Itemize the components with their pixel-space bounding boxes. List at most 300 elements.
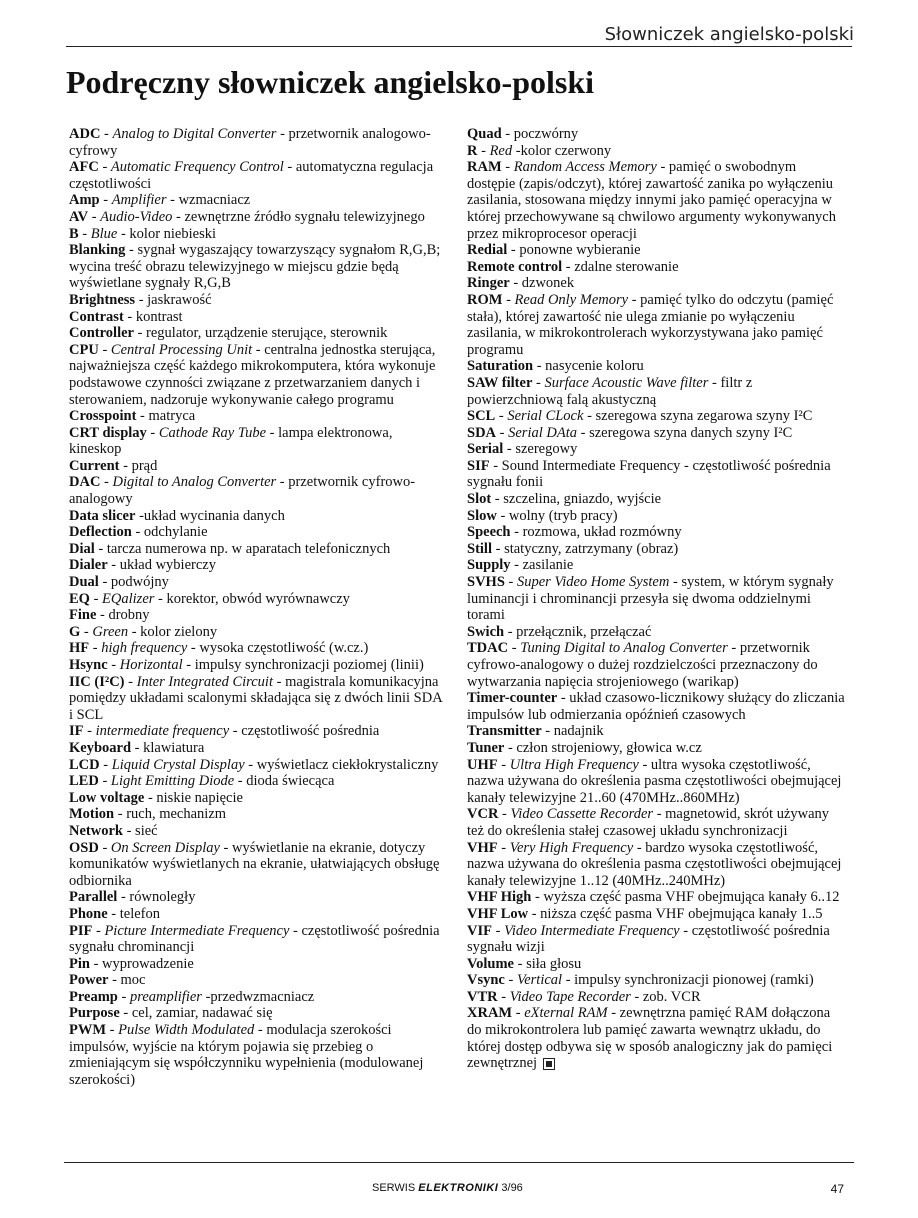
entry-expansion: Liquid Crystal Display xyxy=(111,756,245,773)
glossary-entry xyxy=(69,508,447,525)
glossary-entry xyxy=(69,192,447,209)
entry-definition: - klawiatura xyxy=(131,739,205,756)
entry-term: Fine xyxy=(69,607,97,624)
entry-definition: - ponowne wybieranie xyxy=(507,242,641,259)
entry-definition: - jaskrawość xyxy=(135,291,212,308)
entry-term: Still xyxy=(467,540,492,557)
glossary-entry xyxy=(69,126,447,159)
glossary-entry xyxy=(467,292,847,358)
entry-expansion: Amplifier xyxy=(111,192,167,209)
glossary-entry xyxy=(69,342,447,408)
entry-definition: - bardzo wysoka częstotliwość, nazwa używana do określenia pasma częstotliwości obejmującej kanały telewizyjne 1..12 (40MHz..240MHz) xyxy=(467,839,842,889)
entry-separator: - xyxy=(98,773,111,790)
entry-term: B xyxy=(69,225,79,242)
issue-number: 3/96 xyxy=(501,1182,523,1194)
glossary-entry xyxy=(69,956,447,973)
entry-definition: - dzwonek xyxy=(509,275,575,292)
entry-term: Ringer xyxy=(467,275,510,292)
glossary-entry xyxy=(467,574,847,624)
entry-expansion: On Screen Display xyxy=(110,839,220,856)
entry-definition: -układ wycinania danych xyxy=(135,507,285,524)
glossary-entry xyxy=(467,757,847,807)
glossary-entry xyxy=(69,591,447,608)
entry-term: ADC xyxy=(69,126,101,142)
entry-definition: - wyższa część pasma VHF obejmująca kanały 6..12 xyxy=(531,889,840,906)
entry-term: Preamp xyxy=(69,988,118,1005)
entry-definition: - korektor, obwód wyrównawczy xyxy=(154,590,350,607)
entry-definition: - statyczny, zatrzymany (obraz) xyxy=(491,540,679,557)
entry-expansion: Serial DAta xyxy=(508,424,577,441)
entry-expansion: Video Cassette Recorder xyxy=(510,806,654,823)
entry-separator: - xyxy=(504,972,517,989)
entry-separator: - xyxy=(497,988,510,1005)
glossary-entry xyxy=(69,209,447,226)
entry-term: SIF xyxy=(467,457,490,474)
glossary-entry xyxy=(69,723,447,740)
glossary-entry xyxy=(69,408,447,425)
entry-definition: - tarcza numerowa np. w aparatach telefonicznych xyxy=(94,540,391,557)
entry-separator: - xyxy=(99,192,112,209)
glossary-entry xyxy=(467,126,847,143)
entry-term: OSD xyxy=(69,839,99,856)
entry-definition: - pamięć o swobodnym dostępie (zapis/odczyt), której zawartość zanika po wyłączeniu zasilania, stosowana między innymi jako pamięć operacyjna w której przechowywane są chwilowo argumenty wykonywanych przez mikroprocesor operacji xyxy=(467,159,836,242)
entry-expansion: Inter Integrated Circuit xyxy=(136,673,273,690)
glossary-entry xyxy=(467,906,847,923)
glossary-entry xyxy=(467,723,847,740)
entry-definition: - poczwórny xyxy=(501,126,579,142)
entry-definition: - cel, zamiar, nadawać się xyxy=(119,1005,273,1022)
entry-definition: - częstotliwość pośrednia sygnału wizji xyxy=(467,922,830,956)
entry-definition: - impulsy synchronizacji poziomej (linii) xyxy=(182,657,424,673)
glossary-entry xyxy=(69,524,447,541)
glossary-entry xyxy=(467,690,847,723)
entry-term: Hsync xyxy=(69,657,108,673)
entry-definition: - moc xyxy=(108,972,146,989)
entry-separator: - xyxy=(124,673,137,690)
entry-definition: - wyprowadzenie xyxy=(89,955,194,972)
entry-term: EQ xyxy=(69,590,90,607)
entry-term: CRT display xyxy=(69,424,147,441)
entry-term: SVHS xyxy=(467,574,505,591)
entry-term: Dual xyxy=(69,574,99,591)
entry-separator: - xyxy=(508,640,521,657)
entry-term: R xyxy=(467,142,478,159)
entry-expansion: Digital to Analog Converter xyxy=(112,474,277,491)
entry-term: VTR xyxy=(467,988,498,1005)
entry-definition: - równoległy xyxy=(117,889,196,906)
entry-term: Data slicer xyxy=(69,507,136,524)
entry-definition: - podwójny xyxy=(98,574,169,591)
glossary-entry xyxy=(69,574,447,591)
entry-term: VIF xyxy=(467,922,492,939)
glossary-entry xyxy=(69,674,447,724)
page-number: 47 xyxy=(830,1182,844,1196)
entry-separator: - xyxy=(146,424,159,441)
entry-definition: - wzmacniacz xyxy=(166,192,251,209)
glossary-entry xyxy=(467,159,847,242)
glossary-entry xyxy=(69,840,447,890)
glossary-entry xyxy=(467,259,847,276)
entry-term: VHF High xyxy=(467,889,532,906)
entry-expansion: Very High Frequency xyxy=(509,839,634,856)
entry-separator: - xyxy=(502,291,515,308)
entry-term: Tuner xyxy=(467,739,505,756)
glossary-entry xyxy=(467,242,847,259)
entry-term: Timer-counter xyxy=(467,690,558,707)
entry-definition: - szeregowy xyxy=(503,441,578,458)
entry-term: Quad xyxy=(467,126,502,142)
glossary-entry xyxy=(69,740,447,757)
glossary-entry xyxy=(467,624,847,641)
glossary-entry xyxy=(69,790,447,807)
glossary-entry xyxy=(467,524,847,541)
glossary-entry xyxy=(467,441,847,458)
entry-definition: - niższa część pasma VHF obejmująca kanały 1..5 xyxy=(528,905,823,922)
entry-term: PWM xyxy=(69,1022,107,1039)
entry-term: LCD xyxy=(69,756,100,773)
entry-definition: - matryca xyxy=(136,408,196,425)
entry-expansion: Green xyxy=(92,623,129,640)
entry-expansion: Light Emitting Diode xyxy=(110,773,235,790)
entry-separator: - xyxy=(89,640,102,657)
entry-separator: - xyxy=(106,1022,119,1039)
entry-term: Amp xyxy=(69,192,100,209)
glossary-entry xyxy=(69,1022,447,1088)
publication-prefix: SERWIS xyxy=(372,1182,416,1194)
entry-definition: - automatyczna regulacja częstotliwości xyxy=(69,159,434,192)
glossary-entry xyxy=(69,309,447,326)
entry-term: PIF xyxy=(69,922,93,939)
entry-definition: - zob. VCR xyxy=(630,988,701,1005)
entry-term: Low voltage xyxy=(69,789,145,806)
glossary-entry xyxy=(69,823,447,840)
entry-term: AFC xyxy=(69,159,99,176)
entry-definition: -przedwzmacniacz xyxy=(201,988,315,1005)
entry-term: LED xyxy=(69,773,99,790)
glossary-column-left xyxy=(69,126,447,1088)
entry-term: Brightness xyxy=(69,291,136,308)
entry-expansion: EQalizer xyxy=(102,590,155,607)
entry-separator: - xyxy=(512,1005,525,1022)
section-header: Słowniczek angielsko-polski xyxy=(604,24,854,45)
entry-term: XRAM xyxy=(467,1005,513,1022)
glossary-entry xyxy=(69,325,447,342)
glossary-entry xyxy=(69,541,447,558)
glossary-entry xyxy=(467,541,847,558)
entry-term: Slow xyxy=(467,507,497,524)
entry-separator: - xyxy=(100,474,113,491)
entry-expansion: Automatic Frequency Control xyxy=(110,159,284,176)
entry-term: VHF xyxy=(467,839,498,856)
entry-separator: - xyxy=(89,590,103,607)
entry-definition: - regulator, urządzenie sterujące, sterownik xyxy=(133,325,388,342)
entry-term: Volume xyxy=(467,955,514,972)
glossary-entry xyxy=(69,806,447,823)
glossary-entry xyxy=(467,143,847,160)
entry-definition: - sygnał wygaszający towarzyszący sygnałom R,G,B; wycina treść obrazu telewizyjnego w miejscu gdzie będą wyświetlane sygnały R,G,B xyxy=(69,242,441,292)
entry-definition: - odchylanie xyxy=(131,524,208,541)
glossary-entry xyxy=(467,889,847,906)
entry-expansion: Blue xyxy=(90,225,118,242)
entry-separator: - xyxy=(501,159,514,176)
entry-term: VHF Low xyxy=(467,905,529,922)
entry-term: IF xyxy=(69,723,84,740)
entry-definition: - rozmowa, układ rozmówny xyxy=(510,524,682,541)
entry-term: Controller xyxy=(69,325,134,342)
publication-info xyxy=(372,1182,523,1194)
entry-term: G xyxy=(69,623,81,640)
entry-expansion: Video Tape Recorder xyxy=(509,988,631,1005)
entry-expansion: Serial CLock xyxy=(507,408,584,425)
glossary-entry xyxy=(69,557,447,574)
entry-definition: - pamięć tylko do odczytu (pamięć stała), której zawartość nie ulega zmianie po wyłączeniu zasilania, w mikrokontrolerach wykorzystywana jako pamięć programu xyxy=(467,291,834,358)
glossary-entry xyxy=(69,292,447,309)
entry-term: Serial xyxy=(467,441,504,458)
entry-separator: - xyxy=(80,623,93,640)
entry-expansion: Super Video Home System xyxy=(516,574,670,591)
entry-definition: - wyświetlanie na ekranie, dotyczy komunikatów wyświetlanych na ekranie, ułatwiających obsługę odbiornika xyxy=(69,839,440,889)
entry-definition: - impulsy synchronizacji pionowej (ramki) xyxy=(562,972,814,989)
entry-term: Redial xyxy=(467,242,508,259)
entry-separator: - xyxy=(100,126,113,142)
glossary-entry xyxy=(467,640,847,690)
entry-definition: - zasilanie xyxy=(510,557,574,574)
glossary-entry xyxy=(467,989,847,1006)
glossary-entry xyxy=(467,972,847,989)
end-of-article-icon xyxy=(543,1058,555,1070)
glossary-entry xyxy=(467,740,847,757)
entry-definition: - przetwornik analogowo-cyfrowy xyxy=(69,126,431,159)
entry-term: Pin xyxy=(69,955,90,972)
entry-term: Crosspoint xyxy=(69,408,137,425)
entry-term: VCR xyxy=(467,806,499,823)
entry-separator: - xyxy=(497,756,510,773)
entry-expansion: high frequency xyxy=(101,640,188,657)
entry-term: Supply xyxy=(467,557,511,574)
glossary-entry xyxy=(467,806,847,839)
entry-term: IIC (I²C) xyxy=(69,673,125,690)
entry-definition: - szeregowa szyna zegarowa szyny I²C xyxy=(583,408,813,425)
entry-definition: - kolor zielony xyxy=(128,623,218,640)
entry-definition: - przetwornik cyfrowo-analogowy xyxy=(69,474,416,508)
entry-definition: - nasycenie koloru xyxy=(533,358,644,375)
glossary-entry xyxy=(69,159,447,192)
entry-term: Parallel xyxy=(69,889,118,906)
entry-separator: - xyxy=(107,657,120,673)
entry-expansion: eXternal RAM xyxy=(524,1005,608,1022)
entry-term: Remote control xyxy=(467,258,563,275)
entry-term: Transmitter xyxy=(467,723,542,740)
entry-definition: - układ wybierczy xyxy=(107,557,216,574)
entry-expansion: Video Intermediate Frequency xyxy=(504,922,680,939)
entry-definition: - układ czasowo-licznikowy służący do zliczania impulsów lub odmierzania opóźnień czasowych xyxy=(467,690,845,723)
entry-definition: - kontrast xyxy=(123,308,183,325)
entry-expansion: Random Access Memory xyxy=(513,159,657,176)
entry-definition: - dioda świecąca xyxy=(234,773,335,790)
entry-definition: - sieć xyxy=(122,822,158,839)
entry-separator: - xyxy=(497,839,510,856)
entry-definition: - ultra wysoka częstotliwość, nazwa używana do określenia pasma częstotliwości obejmującej kanały telewizyjne 21..60 (470MHz..860MHz) xyxy=(467,756,842,806)
entry-term: DAC xyxy=(69,474,101,491)
entry-term: Network xyxy=(69,822,123,839)
entry-expansion: Tuning Digital to Analog Converter xyxy=(520,640,728,657)
entry-definition: - częstotliwość pośrednia xyxy=(229,723,380,740)
glossary-entry xyxy=(69,624,447,641)
entry-separator: - xyxy=(498,806,511,823)
glossary-entry xyxy=(69,640,447,657)
glossary-entry xyxy=(69,889,447,906)
glossary-entry xyxy=(69,425,447,458)
glossary-entry xyxy=(467,491,847,508)
entry-term: HF xyxy=(69,640,90,657)
entry-term: Saturation xyxy=(467,358,534,375)
entry-definition: - zewnętrzna pamięć RAM dołączona do mikrokontrolera lub pamięć zawarta wewnątrz układu, do której dostęp odbywa się w sposób analogiczny jak do pamięci zewnętrznej xyxy=(467,1005,833,1072)
glossary-entry xyxy=(467,358,847,375)
entry-definition: - człon strojeniowy, głowica w.cz xyxy=(504,739,702,756)
entry-term: RAM xyxy=(467,159,502,176)
glossary-entry xyxy=(69,458,447,475)
entry-definition: - przetwornik cyfrowo-analogowy o dużej rozdzielczości przeznaczony do wytwarzania napięcia strojeniowego (warikap) xyxy=(467,640,818,690)
entry-definition: - szczelina, gniazdo, wyjście xyxy=(491,491,662,508)
bottom-divider xyxy=(64,1162,854,1163)
entry-expansion: Horizontal xyxy=(119,657,183,673)
glossary-entry xyxy=(467,425,847,442)
entry-definition: - nadajnik xyxy=(541,723,604,740)
glossary-entry xyxy=(69,972,447,989)
entry-term: Power xyxy=(69,972,109,989)
entry-definition: - magistrala komunikacyjna pomiędzy układami scalonymi składająca się z dwóch linii SDA i SCL xyxy=(69,673,442,723)
entry-term: Phone xyxy=(69,905,108,922)
entry-definition: - szeregowa szyna danych szyny I²C xyxy=(576,424,793,441)
entry-separator: - xyxy=(99,756,112,773)
glossary-column-right xyxy=(467,126,847,1072)
entry-separator: - xyxy=(477,142,490,159)
entry-separator: - xyxy=(496,424,509,441)
page-title: Podręczny słowniczek angielsko-polski xyxy=(66,64,595,100)
entry-definition: - ruch, mechanizm xyxy=(114,806,227,823)
entry-term: Blanking xyxy=(69,242,126,259)
entry-separator: - xyxy=(98,159,111,176)
entry-expansion: Picture Intermediate Frequency xyxy=(104,922,290,939)
entry-definition: - zdalne sterowanie xyxy=(562,258,679,275)
entry-definition: - magnetowid, skrót używany też do określenia stałej czasowej układu synchronizacji xyxy=(467,806,830,839)
glossary-entry xyxy=(467,923,847,956)
entry-definition: - siła głosu xyxy=(514,955,582,972)
entry-expansion: Pulse Width Modulated xyxy=(118,1022,255,1039)
entry-definition: - modulacja szerokości impulsów, wyjście na którym pojawia się przebieg o zmieniającym się współczynniku wypełnienia (modulowanej szerokości) xyxy=(69,1022,424,1088)
glossary-entry xyxy=(69,923,447,956)
entry-expansion: Analog to Digital Converter xyxy=(112,126,277,142)
glossary-entry xyxy=(467,557,847,574)
entry-expansion: intermediate frequency xyxy=(95,723,230,740)
entry-definition: - wyświetlacz ciekłokrystaliczny xyxy=(244,756,439,773)
glossary-entry xyxy=(467,508,847,525)
entry-expansion: Audio-Video xyxy=(100,208,173,225)
entry-separator: - xyxy=(78,225,91,242)
entry-definition: - telefon xyxy=(107,905,161,922)
entry-term: Purpose xyxy=(69,1005,120,1022)
glossary-entry xyxy=(69,242,447,292)
entry-definition: - filtr z powierzchniową falą akustyczną xyxy=(467,374,753,408)
entry-term: CPU xyxy=(69,341,99,358)
glossary-entry xyxy=(69,657,447,674)
entry-definition: - niskie napięcie xyxy=(144,789,243,806)
glossary-entry xyxy=(467,458,847,491)
entry-separator: - xyxy=(98,839,111,856)
entry-separator: - xyxy=(98,341,111,358)
entry-definition: - prąd xyxy=(119,457,158,474)
entry-expansion: Red xyxy=(489,142,513,159)
glossary-entry xyxy=(69,474,447,507)
glossary-entry xyxy=(69,757,447,774)
entry-separator: - xyxy=(491,922,505,939)
entry-definition: - lampa elektronowa, kineskop xyxy=(69,424,393,458)
entry-definition: - wysoka częstotliwość (w.cz.) xyxy=(187,640,369,657)
entry-term: SAW filter xyxy=(467,374,533,391)
entry-term: Speech xyxy=(467,524,511,541)
entry-term: Vsync xyxy=(467,972,505,989)
entry-term: TDAC xyxy=(467,640,509,657)
entry-term: SDA xyxy=(467,424,497,441)
entry-separator: - xyxy=(83,723,96,740)
entry-definition: - kolor niebieski xyxy=(117,225,217,242)
entry-separator: - xyxy=(92,922,105,939)
glossary-entry xyxy=(467,275,847,292)
glossary-entry xyxy=(467,375,847,408)
entry-definition: - drobny xyxy=(96,607,150,624)
entry-term: SCL xyxy=(467,408,496,425)
glossary-entry xyxy=(69,989,447,1006)
glossary-entry xyxy=(69,607,447,624)
entry-definition: -kolor czerwony xyxy=(512,142,612,159)
entry-separator: - xyxy=(504,574,517,591)
entry-expansion: Ultra High Frequency xyxy=(509,756,639,773)
entry-definition: - centralna jednostka sterująca, najważniejsza część każdego mikrokomputera, która wykonuje podstawowe czynności związane z przetwarzaniem danych i sterowaniem, nadzoruje wykonywanie całego programu xyxy=(69,341,436,408)
entry-definition: - zewnętrzne źródło sygnału telewizyjnego xyxy=(172,208,425,225)
entry-definition: - częstotliwość pośrednia sygnału chrominancji xyxy=(69,922,440,956)
entry-definition: - system, w którym sygnały luminancji i chrominancji przesyła się dwoma oddzielnymi torami xyxy=(467,574,834,624)
entry-term: Slot xyxy=(467,491,492,508)
entry-separator: - xyxy=(495,408,508,425)
entry-term: ROM xyxy=(467,291,503,308)
entry-definition: - wolny (tryb pracy) xyxy=(496,507,618,524)
glossary-entry xyxy=(467,956,847,973)
entry-term: Motion xyxy=(69,806,115,823)
entry-expansion: Read Only Memory xyxy=(514,291,629,308)
publication-name: ELEKTRONIKI xyxy=(418,1182,499,1194)
entry-expansion: Central Processing Unit xyxy=(110,341,253,358)
entry-expansion: Cathode Ray Tube xyxy=(158,424,267,441)
glossary-entry xyxy=(467,1005,847,1071)
entry-term: Swich xyxy=(467,623,505,640)
entry-term: Dialer xyxy=(69,557,108,574)
entry-expansion: Vertical xyxy=(516,972,563,989)
entry-definition: - Sound Intermediate Frequency - częstotliwość pośrednia sygnału fonii xyxy=(467,457,831,491)
entry-term: Contrast xyxy=(69,308,124,325)
top-divider xyxy=(66,46,852,47)
entry-term: Dial xyxy=(69,540,95,557)
glossary-entry xyxy=(467,408,847,425)
glossary-entry xyxy=(69,1005,447,1022)
entry-definition: - przełącznik, przełączać xyxy=(504,623,652,640)
entry-term: AV xyxy=(69,208,89,225)
entry-separator: - xyxy=(532,374,545,391)
entry-expansion: Surface Acoustic Wave filter xyxy=(544,374,709,391)
glossary-entry xyxy=(467,840,847,890)
entry-term: Current xyxy=(69,457,120,474)
entry-expansion: preamplifier xyxy=(129,988,202,1005)
entry-separator: - xyxy=(88,208,101,225)
